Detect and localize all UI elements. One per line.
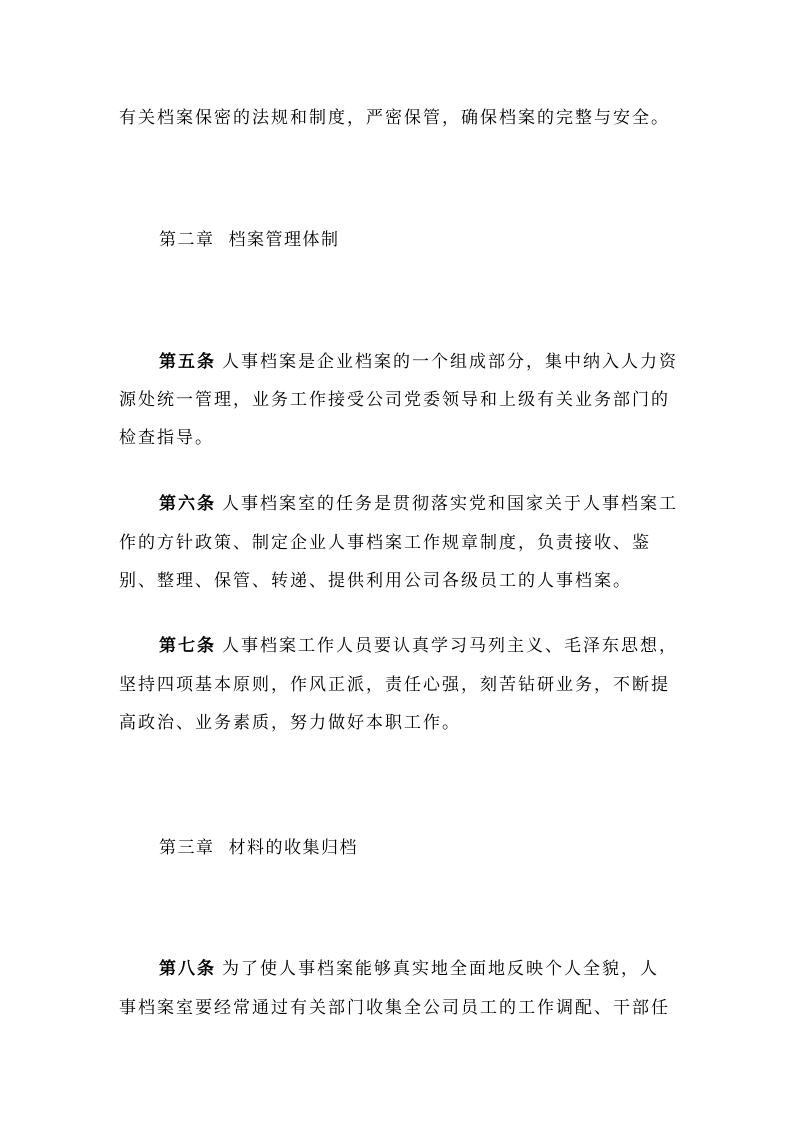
article-6-label: 第六条 [159, 494, 216, 514]
article-6-line-2: 作的方针政策、制定企业人事档案工作规章制度，负责接收、鉴 [119, 533, 651, 553]
chapter-3-number: 第三章 [159, 838, 215, 858]
chapter-3-title: 材料的收集归档 [228, 838, 358, 858]
article-7-line-2: 坚持四项基本原则，作风正派，责任心强，刻苦钻研业务，不断提 [119, 675, 670, 695]
article-6-text-1: 人事档案室的任务是贯彻落实党和国家关于人事档案工 [222, 494, 678, 514]
chapter-3-heading [159, 836, 358, 860]
article-6-line-3: 别、整理、保管、转递、提供利用公司各级员工的人事档案。 [119, 571, 632, 591]
article-7-line-1 [159, 634, 678, 658]
intro-line: 有关档案保密的法规和制度，严密保管，确保档案的完整与安全。 [119, 108, 670, 128]
article-7-label: 第七条 [159, 636, 216, 656]
article-7-text-1: 人事档案工作人员要认真学习马列主义、毛泽东思想， [222, 636, 678, 656]
article-6-line-1 [159, 492, 678, 516]
article-5-text-1: 人事档案是企业档案的一个组成部分，集中纳入人力资 [222, 352, 678, 372]
article-8-label: 第八条 [159, 959, 216, 979]
article-5-line-1 [159, 350, 678, 374]
article-7-line-3: 高政治、业务素质，努力做好本职工作。 [119, 713, 461, 733]
article-8-text-1: 为了使人事档案能够真实地全面地反映个人全貌，人 [222, 959, 659, 979]
article-5-line-2: 源处统一管理，业务工作接受公司党委领导和上级有关业务部门的 [119, 390, 670, 410]
article-5-label: 第五条 [159, 352, 216, 372]
chapter-2-title: 档案管理体制 [228, 230, 340, 250]
chapter-2-heading [159, 228, 340, 252]
article-8-line-2: 事档案室要经常通过有关部门收集全公司员工的工作调配、干部任 [119, 998, 670, 1018]
article-8-line-1 [159, 957, 659, 981]
chapter-2-number: 第二章 [159, 230, 215, 250]
article-5-line-3: 检查指导。 [119, 428, 214, 448]
